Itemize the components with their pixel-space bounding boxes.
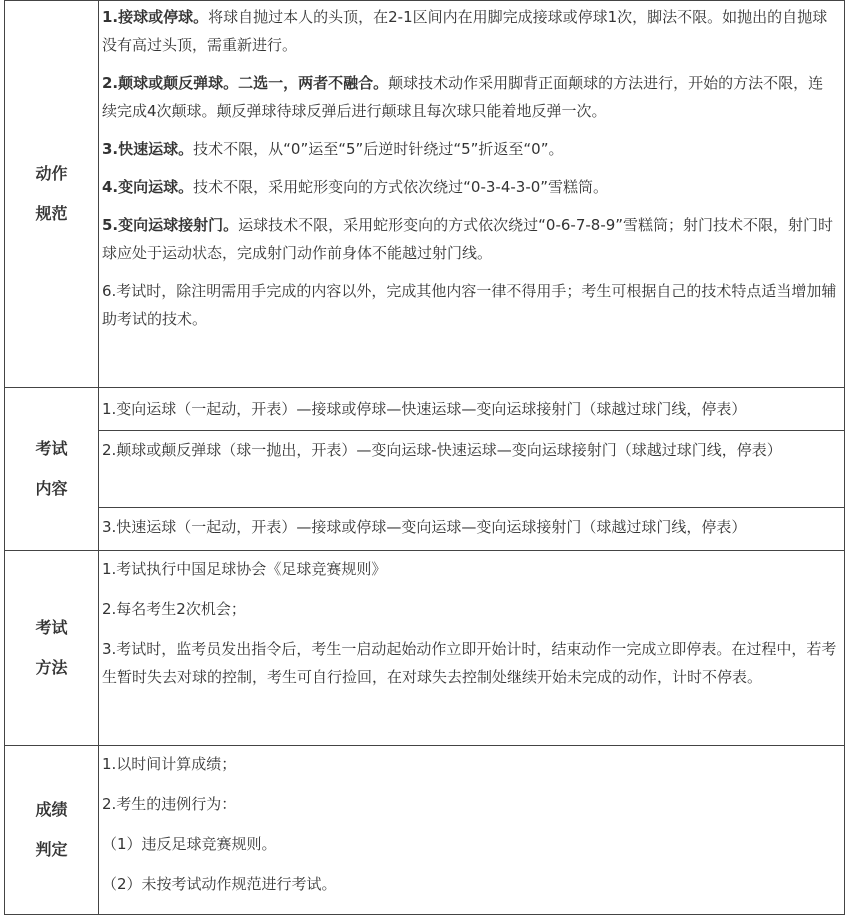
content-item: 3.快速运球（一起动，开表）—接球或停球—变向运球—变向运球接射门（球越过球门线，停表） — [102, 518, 747, 536]
content-item: 1.变向运球（一起动，开表）—接球或停球—快速运球—变向运球接射门（球越过球门线，停表） — [102, 400, 747, 418]
section-header — [5, 1, 99, 388]
rule-paragraph: 6.考试时，除注明需用手完成的内容以外，完成其他内容一律不得用手；考生可根据自己的技术特点适当增加辅助考试的技术。 — [102, 282, 837, 328]
section-header — [5, 388, 99, 551]
section-header-line-1: 动作 — [35, 164, 68, 183]
rule-paragraph: 1.接球或停球。将球自抛过本人的头顶，在2-1区间内在用脚完成接球或停球1次，脚法不限。如抛出的自抛球没有高过头顶，需重新进行。 — [102, 8, 828, 54]
method-item: 3.考试时，监考员发出指令后，考生一启动起始动作立即开始计时，结束动作一完成立即停表。在过程中，若考生暂时失去对球的控制，考生可自行捡回，在对球失去控制处继续开始未完成的动作，计时不停表。 — [102, 640, 837, 686]
section-row-action-spec — [5, 1, 845, 388]
scoring-item: 2.考生的违例行为： — [102, 795, 237, 813]
method-item: 1.考试执行中国足球协会《足球竞赛规则》 — [102, 560, 387, 578]
scoring-item: （1）违反足球竞赛规则。 — [102, 835, 277, 853]
rule-paragraph: 2.颠球或颠反弹球。二选一，两者不融合。颠球技术动作采用脚背正面颠球的方法进行，开始的方法不限，连续完成4次颠球。颠反弹球待球反弹后进行颠球且每次球只能着地反弹一次。 — [102, 74, 824, 120]
section-header-line-2: 判定 — [35, 840, 68, 859]
section-header-line-1: 考试 — [35, 439, 68, 458]
section-body — [99, 1, 845, 388]
section-body — [99, 551, 845, 746]
section-row-scoring — [5, 746, 845, 915]
section-body — [99, 388, 845, 551]
rule-paragraph: 5.变向运球接射门。运球技术不限，采用蛇形变向的方式依次绕过“0-6-7-8-9”雪糕筒；射门技术不限，射门时球应处于运动状态，完成射门动作前身体不能越过射门线。 — [102, 216, 834, 262]
scoring-item: （2）未按考试动作规范进行考试。 — [102, 875, 337, 893]
rule-paragraph: 4.变向运球。技术不限，采用蛇形变向的方式依次绕过“0-3-4-3-0”雪糕筒。 — [102, 178, 609, 196]
section-row-exam-method — [5, 551, 845, 746]
section-header — [5, 746, 99, 915]
section-header-line-2: 规范 — [35, 204, 68, 223]
rules-table — [4, 0, 845, 915]
sub-row — [99, 430, 844, 507]
section-header-line-1: 成绩 — [35, 800, 68, 819]
sub-row — [99, 388, 844, 430]
rule-paragraph: 3.快速运球。技术不限，从“0”运至“5”后逆时针绕过“5”折返至“0”。 — [102, 140, 564, 158]
section-header-line-1: 考试 — [35, 618, 68, 637]
sub-row — [99, 507, 844, 549]
section-header-line-2: 内容 — [35, 479, 68, 498]
section-body — [99, 746, 845, 915]
scoring-item: 1.以时间计算成绩； — [102, 755, 237, 773]
section-header — [5, 551, 99, 746]
content-item: 2.颠球或颠反弹球（球一抛出，开表）—变向运球-快速运球—变向运球接射门（球越过球门线，停表） — [102, 441, 782, 459]
method-item: 2.每名考生2次机会； — [102, 600, 246, 618]
section-header-line-2: 方法 — [35, 658, 68, 677]
section-row-exam-content — [5, 388, 845, 551]
